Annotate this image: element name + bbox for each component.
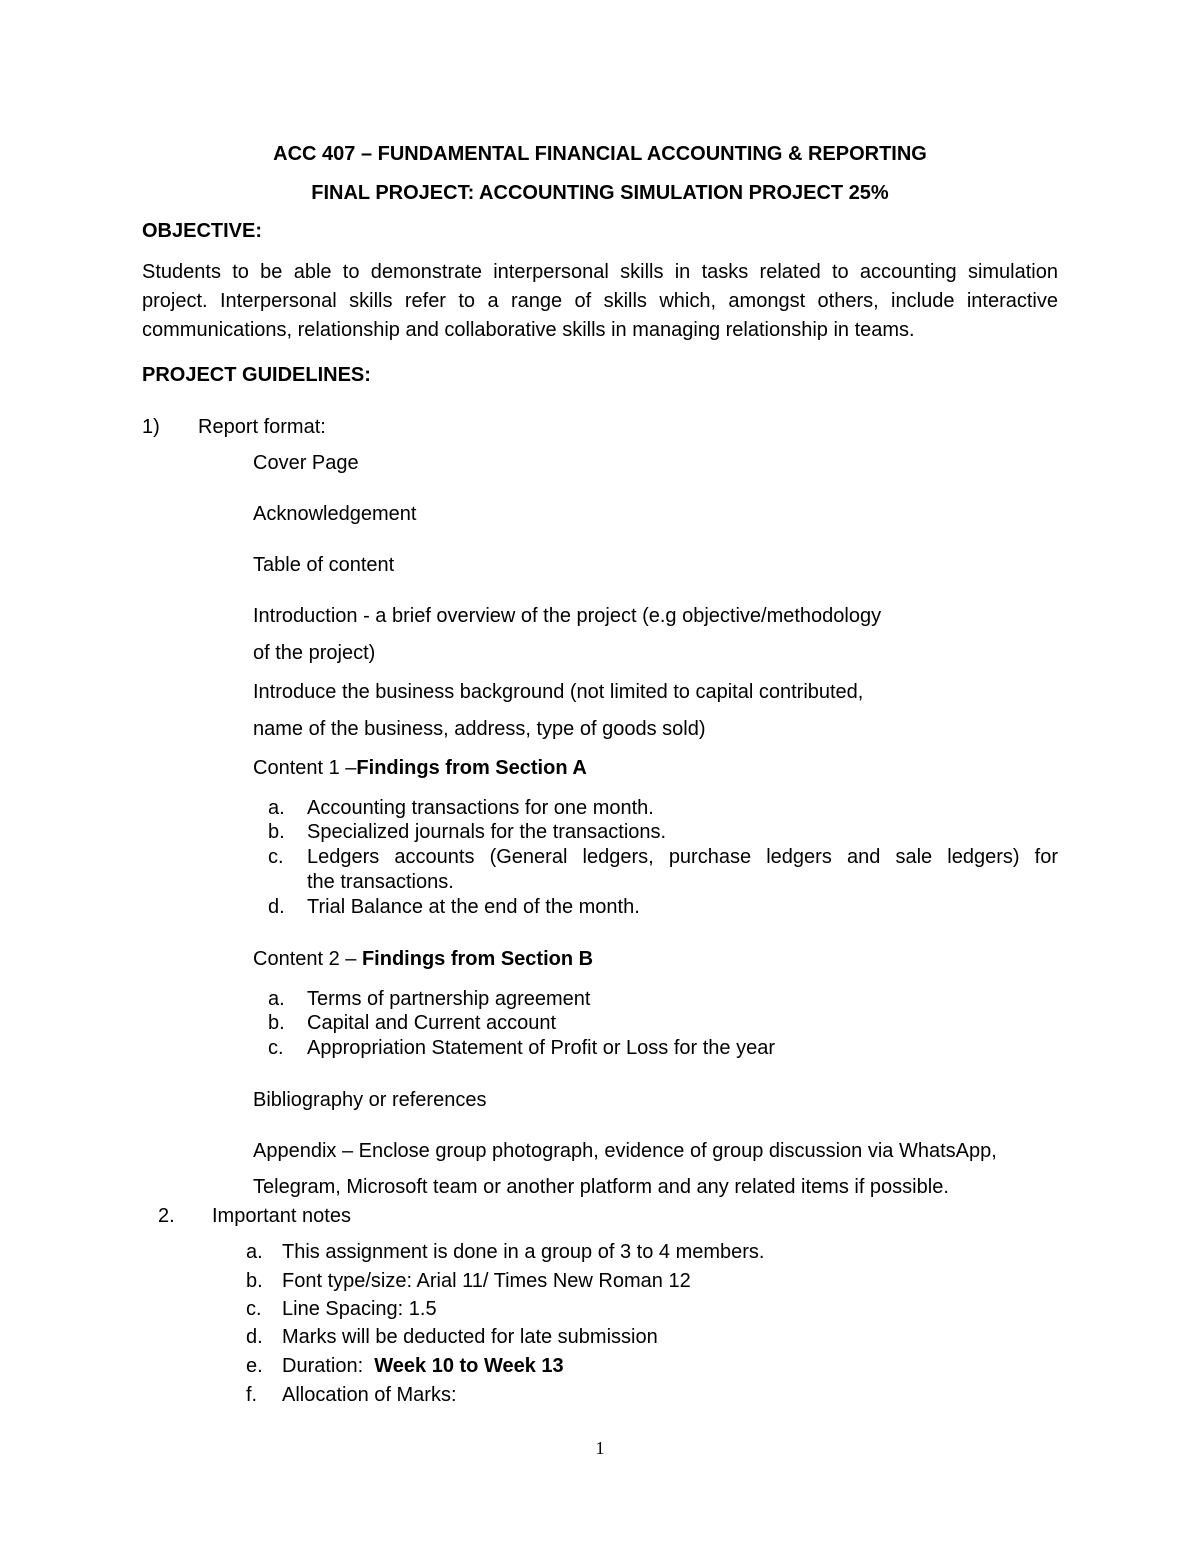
duration-label: Duration: <box>282 1355 375 1377</box>
page-number: 1 <box>595 1438 605 1458</box>
note-item <box>282 1354 564 1378</box>
report-bibliography: Bibliography or references <box>253 1089 487 1111</box>
content1-item: Accounting transactions for one month. <box>307 797 654 819</box>
duration-value: Week 10 to Week 13 <box>374 1355 564 1377</box>
content1-item: Ledgers accounts (General ledgers, purchase ledgers and sale ledgers) for <box>307 846 1058 868</box>
report-background-cont: name of the business, address, type of goods sold) <box>253 718 706 740</box>
report-background: Introduce the business background (not limited to capital contributed, <box>253 681 864 703</box>
content2-marker: b. <box>268 1012 285 1034</box>
note-item: This assignment is done in a group of 3 to 4 members. <box>282 1241 765 1263</box>
content1-item: Specialized journals for the transactions. <box>307 821 667 843</box>
report-acknowledgement: Acknowledgement <box>253 503 417 525</box>
note-item: Marks will be deducted for late submission <box>282 1326 658 1348</box>
note-marker: a. <box>246 1241 263 1263</box>
note-item: Allocation of Marks: <box>282 1384 457 1406</box>
note-marker: e. <box>246 1355 263 1377</box>
content1-heading <box>253 756 587 780</box>
content1-title: Findings from Section A <box>356 757 587 779</box>
item2-number: 2. <box>158 1205 175 1227</box>
report-cover-page: Cover Page <box>253 452 359 474</box>
report-appendix-cont: Telegram, Microsoft team or another platform and any related items if possible. <box>253 1176 949 1198</box>
content1-marker: b. <box>268 821 285 843</box>
report-appendix: Appendix – Enclose group photograph, evidence of group discussion via WhatsApp, <box>253 1140 997 1162</box>
content1-item: Trial Balance at the end of the month. <box>307 896 640 918</box>
report-introduction-cont: of the project) <box>253 642 376 664</box>
item2-label: Important notes <box>212 1205 351 1227</box>
content2-title: Findings from Section B <box>361 948 594 970</box>
document-subtitle: FINAL PROJECT: ACCOUNTING SIMULATION PROJECT 25% <box>311 182 889 204</box>
note-marker: b. <box>246 1270 263 1292</box>
guidelines-heading: PROJECT GUIDELINES: <box>142 364 371 386</box>
note-item: Font type/size: Arial 11/ Times New Roman 12 <box>282 1270 691 1292</box>
objective-line: Students to be able to demonstrate interpersonal skills in tasks related to accounting simulation <box>142 261 1058 283</box>
report-introduction: Introduction - a brief overview of the project (e.g objective/methodology <box>253 605 882 627</box>
content2-marker: c. <box>268 1037 284 1059</box>
objective-line: communications, relationship and collaborative skills in managing relationship in teams. <box>142 319 915 341</box>
note-marker: f. <box>246 1384 258 1406</box>
content2-prefix: Content 2 – <box>253 948 362 970</box>
content2-heading <box>253 947 593 971</box>
content2-item: Appropriation Statement of Profit or Loss for the year <box>307 1037 776 1059</box>
objective-paragraph <box>142 258 1058 345</box>
objective-heading: OBJECTIVE: <box>142 220 263 242</box>
content2-item: Terms of partnership agreement <box>307 988 591 1010</box>
item1-label: Report format: <box>198 416 326 438</box>
document-title: ACC 407 – FUNDAMENTAL FINANCIAL ACCOUNTING & REPORTING <box>273 143 927 165</box>
content2-item: Capital and Current account <box>307 1012 557 1034</box>
content2-marker: a. <box>268 988 285 1010</box>
content1-marker: d. <box>268 896 285 918</box>
note-marker: d. <box>246 1326 263 1348</box>
content1-prefix: Content 1 – <box>253 757 357 779</box>
note-marker: c. <box>246 1298 262 1320</box>
item1-number: 1) <box>142 416 160 438</box>
note-item: Line Spacing: 1.5 <box>282 1298 437 1320</box>
content1-marker: a. <box>268 797 285 819</box>
report-table-of-content: Table of content <box>253 554 395 576</box>
content1-marker: c. <box>268 846 284 868</box>
content1-item-cont: the transactions. <box>307 871 454 893</box>
objective-line: project. Interpersonal skills refer to a range of skills which, amongst others, include interactive <box>142 290 1058 312</box>
